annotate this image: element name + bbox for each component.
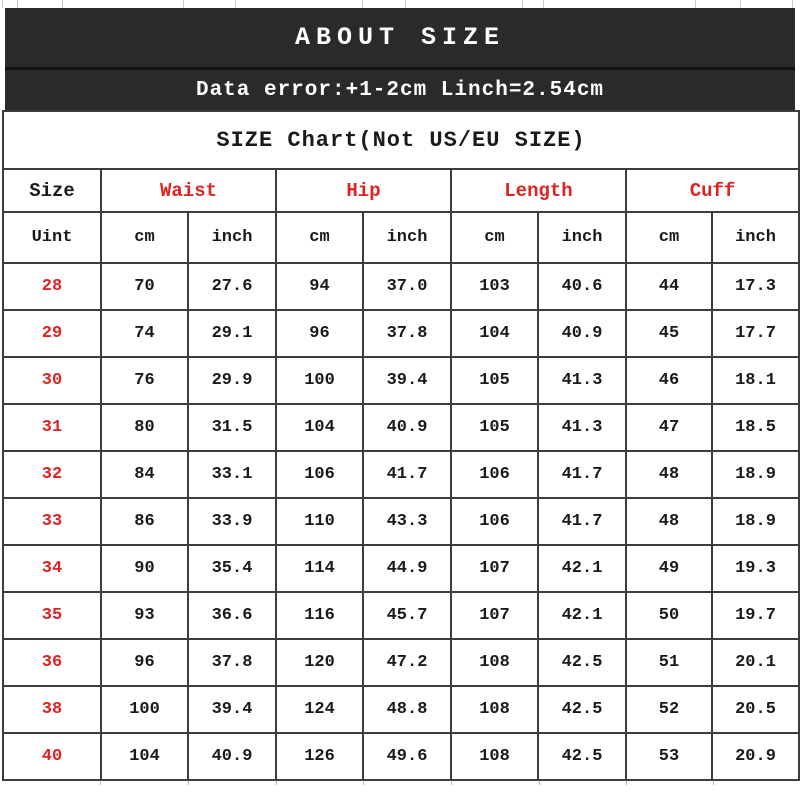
table-row: [3, 310, 799, 357]
value-cell: 104: [451, 310, 538, 357]
value-cell: 20.1: [712, 639, 799, 686]
about-size-banner: [5, 8, 795, 67]
table-head-section: [3, 111, 799, 263]
table-body: [3, 263, 799, 780]
column-header-size: Size: [3, 169, 101, 212]
size-cell: 35: [3, 592, 101, 639]
size-cell: 30: [3, 357, 101, 404]
value-cell: 42.5: [538, 639, 626, 686]
value-cell: 96: [276, 310, 363, 357]
table-title-row: [3, 111, 799, 169]
value-cell: 20.5: [712, 686, 799, 733]
value-cell: 108: [451, 639, 538, 686]
value-cell: 39.4: [363, 357, 451, 404]
value-cell: 104: [101, 733, 188, 780]
value-cell: 48: [626, 498, 712, 545]
unit-row: [3, 212, 799, 263]
table-row: [3, 592, 799, 639]
table-row: [3, 639, 799, 686]
value-cell: 19.7: [712, 592, 799, 639]
grid-line-stub: [740, 0, 741, 8]
column-header-hip: Hip: [276, 169, 451, 212]
value-cell: 116: [276, 592, 363, 639]
value-cell: 33.1: [188, 451, 276, 498]
value-cell: 105: [451, 404, 538, 451]
value-cell: 105: [451, 357, 538, 404]
value-cell: 40.9: [363, 404, 451, 451]
unit-cell: cm: [276, 212, 363, 263]
value-cell: 42.1: [538, 592, 626, 639]
value-cell: 114: [276, 545, 363, 592]
value-cell: 18.9: [712, 498, 799, 545]
table-row: [3, 263, 799, 310]
table-row: [3, 498, 799, 545]
value-cell: 106: [451, 498, 538, 545]
value-cell: 51: [626, 639, 712, 686]
value-cell: 39.4: [188, 686, 276, 733]
table-row: [3, 451, 799, 498]
grid-line-stub: [362, 0, 363, 8]
value-cell: 44: [626, 263, 712, 310]
size-cell: 36: [3, 639, 101, 686]
data-error-note: Data error:+1-2cm Linch=2.54cm: [195, 78, 605, 102]
grid-line-stub: [100, 781, 101, 785]
value-cell: 90: [101, 545, 188, 592]
value-cell: 31.5: [188, 404, 276, 451]
value-cell: 18.9: [712, 451, 799, 498]
grid-line-stub: [405, 0, 406, 8]
value-cell: 93: [101, 592, 188, 639]
value-cell: 49: [626, 545, 712, 592]
unit-cell: inch: [363, 212, 451, 263]
value-cell: 41.7: [363, 451, 451, 498]
value-cell: 100: [276, 357, 363, 404]
value-cell: 33.9: [188, 498, 276, 545]
unit-cell: inch: [188, 212, 276, 263]
table-title: SIZE Chart(Not US/EU SIZE): [3, 111, 799, 169]
value-cell: 108: [451, 686, 538, 733]
grid-line-stub: [235, 0, 236, 8]
grid-line-stub: [695, 0, 696, 8]
value-cell: 40.9: [538, 310, 626, 357]
value-cell: 20.9: [712, 733, 799, 780]
size-cell: 33: [3, 498, 101, 545]
value-cell: 76: [101, 357, 188, 404]
value-cell: 50: [626, 592, 712, 639]
grid-line-stub: [539, 781, 540, 785]
column-header-length: Length: [451, 169, 626, 212]
value-cell: 42.5: [538, 733, 626, 780]
value-cell: 29.9: [188, 357, 276, 404]
grid-line-stub: [2, 0, 3, 8]
unit-cell: cm: [101, 212, 188, 263]
grid-line-stub: [188, 781, 189, 785]
grid-line-stub: [543, 0, 544, 8]
value-cell: 100: [101, 686, 188, 733]
grid-line-stub: [62, 0, 63, 8]
value-cell: 41.7: [538, 451, 626, 498]
grid-line-stub: [363, 781, 364, 785]
value-cell: 44.9: [363, 545, 451, 592]
value-cell: 35.4: [188, 545, 276, 592]
column-header-cuff: Cuff: [626, 169, 799, 212]
value-cell: 43.3: [363, 498, 451, 545]
value-cell: 74: [101, 310, 188, 357]
value-cell: 45: [626, 310, 712, 357]
size-cell: 28: [3, 263, 101, 310]
table-row: [3, 404, 799, 451]
value-cell: 94: [276, 263, 363, 310]
unit-cell: cm: [451, 212, 538, 263]
grid-line-stub: [451, 781, 452, 785]
value-cell: 107: [451, 592, 538, 639]
size-table: [2, 110, 800, 781]
value-cell: 106: [451, 451, 538, 498]
top-grid-stub-strip: [0, 0, 800, 8]
value-cell: 19.3: [712, 545, 799, 592]
table-row: [3, 686, 799, 733]
value-cell: 41.3: [538, 357, 626, 404]
size-cell: 38: [3, 686, 101, 733]
value-cell: 120: [276, 639, 363, 686]
value-cell: 103: [451, 263, 538, 310]
grid-line-stub: [183, 0, 184, 8]
value-cell: 40.6: [538, 263, 626, 310]
unit-cell: cm: [626, 212, 712, 263]
data-error-banner: [5, 70, 795, 110]
value-cell: 52: [626, 686, 712, 733]
grid-line-stub: [17, 0, 18, 8]
value-cell: 104: [276, 404, 363, 451]
value-cell: 47: [626, 404, 712, 451]
value-cell: 96: [101, 639, 188, 686]
value-cell: 70: [101, 263, 188, 310]
value-cell: 27.6: [188, 263, 276, 310]
value-cell: 106: [276, 451, 363, 498]
size-cell: 32: [3, 451, 101, 498]
value-cell: 41.3: [538, 404, 626, 451]
value-cell: 80: [101, 404, 188, 451]
bottom-grid-stub-strip: [0, 781, 800, 785]
value-cell: 53: [626, 733, 712, 780]
value-cell: 45.7: [363, 592, 451, 639]
value-cell: 18.1: [712, 357, 799, 404]
value-cell: 29.1: [188, 310, 276, 357]
about-size-title: ABOUT SIZE: [294, 23, 506, 52]
grid-line-stub: [522, 0, 523, 8]
column-header-waist: Waist: [101, 169, 276, 212]
value-cell: 37.8: [188, 639, 276, 686]
unit-cell: inch: [712, 212, 799, 263]
size-cell: 31: [3, 404, 101, 451]
value-cell: 36.6: [188, 592, 276, 639]
value-cell: 46: [626, 357, 712, 404]
value-cell: 37.0: [363, 263, 451, 310]
column-group-row: [3, 169, 799, 212]
value-cell: 108: [451, 733, 538, 780]
size-cell: 29: [3, 310, 101, 357]
table-row: [3, 733, 799, 780]
value-cell: 48: [626, 451, 712, 498]
value-cell: 47.2: [363, 639, 451, 686]
value-cell: 41.7: [538, 498, 626, 545]
value-cell: 126: [276, 733, 363, 780]
table-row: [3, 357, 799, 404]
unit-cell: Uint: [3, 212, 101, 263]
unit-cell: inch: [538, 212, 626, 263]
value-cell: 49.6: [363, 733, 451, 780]
value-cell: 40.9: [188, 733, 276, 780]
size-cell: 34: [3, 545, 101, 592]
value-cell: 107: [451, 545, 538, 592]
value-cell: 84: [101, 451, 188, 498]
value-cell: 124: [276, 686, 363, 733]
value-cell: 42.5: [538, 686, 626, 733]
table-row: [3, 545, 799, 592]
grid-line-stub: [713, 781, 714, 785]
value-cell: 48.8: [363, 686, 451, 733]
value-cell: 17.7: [712, 310, 799, 357]
grid-line-stub: [792, 0, 793, 8]
grid-line-stub: [276, 781, 277, 785]
value-cell: 86: [101, 498, 188, 545]
value-cell: 110: [276, 498, 363, 545]
value-cell: 18.5: [712, 404, 799, 451]
size-cell: 40: [3, 733, 101, 780]
value-cell: 37.8: [363, 310, 451, 357]
value-cell: 17.3: [712, 263, 799, 310]
grid-line-stub: [626, 781, 627, 785]
value-cell: 42.1: [538, 545, 626, 592]
